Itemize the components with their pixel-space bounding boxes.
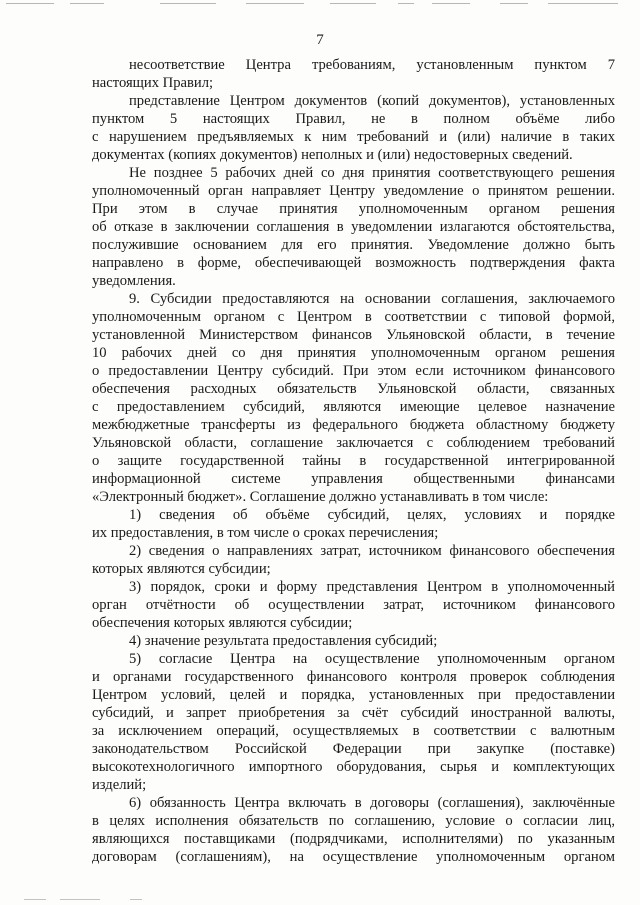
- text-line: послужившие основанием для его принятия. Уведомление должно быть: [92, 237, 615, 253]
- paragraph-item-9: [92, 290, 615, 506]
- text-line: являющихся поставщиками (подрядчиками, исполнителями) по указанным: [92, 831, 615, 847]
- text-line: установленной Министерством финансов Ульяновской области, в течение: [92, 327, 615, 343]
- list-item-5: [92, 650, 615, 794]
- text-line: об отказе в заключении соглашения в уведомлении излагаются обстоятельства,: [92, 219, 615, 235]
- list-item-6: [92, 794, 615, 866]
- text-line: направлено в форме, обеспечивающей возможность подтверждения факта: [92, 255, 615, 271]
- paragraph-notification: [92, 164, 615, 290]
- list-item-1: [92, 506, 615, 542]
- text-line: законодательством Российской Федерации при закупке (поставке): [92, 741, 615, 757]
- text-line: Центром условий, целей и порядка, установленных при предоставлении: [92, 687, 615, 703]
- document-body: [92, 56, 615, 866]
- text-line: их предоставления, в том числе о сроках перечисления;: [92, 525, 439, 541]
- text-line: представление Центром документов (копий документов), установленных: [129, 93, 615, 109]
- text-line: Ульяновской области, соглашение заключается с соблюдением требований: [92, 435, 615, 451]
- scan-edge-top: [0, 0, 640, 8]
- text-line: 2) сведения о направлениях затрат, источником финансового обеспечения: [129, 543, 615, 559]
- text-line: с нарушением предъявляемых к ним требований и (или) наличие в таких: [92, 129, 615, 145]
- text-line: которых являются субсидии;: [92, 561, 271, 577]
- list-item-3: [92, 578, 615, 632]
- text-line: несоответствие Центра требованиям, установленным пунктом 7: [129, 57, 615, 73]
- text-line: 1) сведения об объёме субсидий, целях, условиях и порядке: [129, 507, 615, 523]
- text-line: за исключением операций, осуществляемых в соответствии с валютным: [92, 723, 615, 739]
- text-line: договорам (соглашениям), на осуществление уполномоченным органом: [92, 849, 615, 865]
- text-line: 10 рабочих дней со дня принятия уполномоченным органом решения: [92, 345, 615, 361]
- text-line: 5) согласие Центра на осуществление уполномоченным органом: [129, 651, 615, 667]
- text-line: высокотехнологичного импортного оборудования, сырья и комплектующих: [92, 759, 615, 775]
- text-line: уполномоченным органом с Центром в соответствии с типовой формой,: [92, 309, 615, 325]
- text-line: уведомления.: [92, 273, 176, 289]
- list-item-2: [92, 542, 615, 578]
- paragraph-incomplete-documents: [92, 92, 615, 164]
- page-number: 7: [316, 32, 324, 48]
- text-line: орган отчётности об осуществлении затрат, источником финансового: [92, 597, 615, 613]
- text-line: 4) значение результата предоставления субсидий;: [129, 633, 438, 649]
- text-line: 6) обязанность Центра включать в договоры (соглашения), заключённые: [129, 795, 615, 811]
- text-line: о защите государственной тайны в государственной интегрированной: [92, 453, 615, 469]
- text-line: При этом в случае принятия уполномоченным органом решения: [92, 201, 615, 217]
- list-item-4: [92, 632, 615, 650]
- text-line: Не позднее 5 рабочих дней со дня принятия соответствующего решения: [129, 165, 615, 181]
- scan-edge-bottom: [0, 895, 640, 905]
- text-line: обеспечения расходных обязательств Ульяновской области, связанных: [92, 381, 615, 397]
- text-line: информационной системе управления общественными финансами: [92, 471, 615, 487]
- text-line: документах (копиях документов) неполных и (или) недостоверных сведений.: [92, 147, 573, 163]
- text-line: межбюджетные трансферты из федерального бюджета областному бюджету: [92, 417, 615, 433]
- text-line: 9. Субсидии предоставляются на основании соглашения, заключаемого: [129, 291, 615, 307]
- text-line: настоящих Правил;: [92, 75, 214, 91]
- text-line: о предоставлении Центру субсидий. При этом если источником финансового: [92, 363, 615, 379]
- text-line: пунктом 5 настоящих Правил, не в полном объёме либо: [92, 111, 615, 127]
- text-line: и органами государственного финансового контроля проверок соблюдения: [92, 669, 615, 685]
- text-line: уполномоченный орган направляет Центру уведомление о принятом решении.: [92, 183, 615, 199]
- paragraph-noncompliance: [92, 56, 615, 92]
- text-line: обеспечения которых являются субсидии;: [92, 615, 353, 631]
- text-line: изделий;: [92, 777, 147, 793]
- text-line: субсидий, и запрет приобретения за счёт субсидий иностранной валюты,: [92, 705, 615, 721]
- text-line: «Электронный бюджет». Соглашение должно устанавливать в том числе:: [92, 489, 549, 505]
- text-line: в целях исполнения обязательств по соглашению, условие о согласии лиц,: [92, 813, 615, 829]
- text-line: 3) порядок, сроки и форму представления Центром в уполномоченный: [129, 579, 615, 595]
- text-line: с предоставлением субсидий, являются имеющие целевое назначение: [92, 399, 615, 415]
